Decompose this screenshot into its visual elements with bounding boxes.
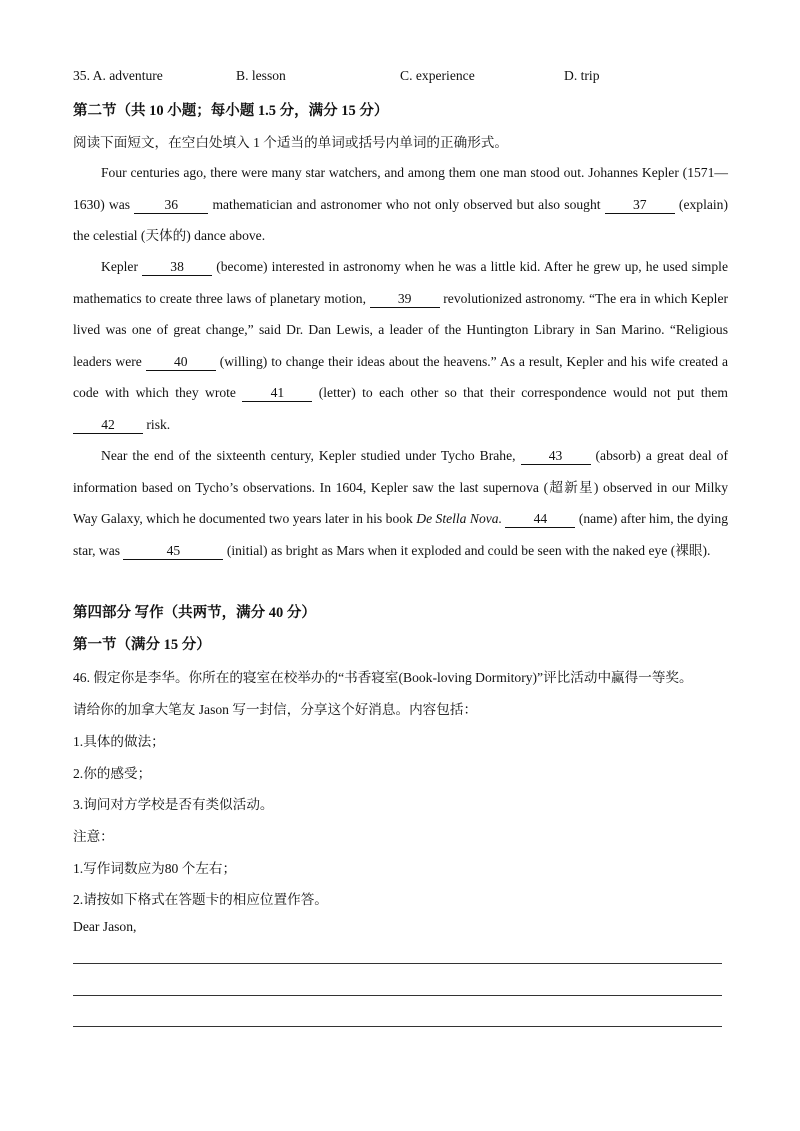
answer-line[interactable]	[73, 963, 722, 964]
blank-36[interactable]: 36	[134, 196, 208, 214]
question-46-prompt-line-1: 46. 假定你是李华。你所在的寝室在校举办的“书香寝室(Book-loving Dormitory)”评比活动中赢得一等奖。	[73, 670, 693, 685]
book-title: De Stella Nova.	[416, 511, 502, 526]
passage-paragraph-3: Near the end of the sixteenth century, Kepler studied under Tycho Brahe, 43 (absorb) a great deal of information based on Tycho’s observations. In 1604, Kepler saw the last supernova (超新星) observed in our Milky Way Galaxy, which he documented two years later in his book De Stella Nova. 44 (name) after him, the dying star, was 45 (initial) as bright as Mars when it exploded and could be seen with the naked eye (裸眼).	[73, 448, 728, 558]
requirement-item: 2.你的感受；	[73, 766, 152, 781]
answer-line[interactable]	[73, 1026, 722, 1027]
option-c: C. experience	[400, 68, 475, 83]
question-35-options	[73, 68, 733, 88]
blank-41[interactable]: 41	[242, 384, 312, 402]
requirement-item: 3.询问对方学校是否有类似活动。	[73, 797, 274, 812]
part-4-section-1-title: 第一节（满分 15 分）	[73, 637, 211, 653]
note-label: 注意：	[73, 829, 114, 844]
answer-line[interactable]	[73, 995, 722, 996]
blank-40[interactable]: 40	[146, 353, 216, 371]
blank-45[interactable]: 45	[123, 542, 223, 560]
option-d: D. trip	[564, 68, 600, 83]
option-a: 35. A. adventure	[73, 68, 163, 83]
section-2-instruction: 阅读下面短文，在空白处填入 1 个适当的单词或括号内单词的正确形式。	[73, 135, 508, 150]
requirement-item: 1.具体的做法；	[73, 734, 165, 749]
question-46-prompt-line-2: 请给你的加拿大笔友 Jason 写一封信，分享这个好消息。内容包括：	[73, 702, 478, 717]
blank-44[interactable]: 44	[505, 510, 575, 528]
note-item: 1.写作词数应为80 个左右；	[73, 861, 237, 876]
section-2-title: 第二节（共 10 小题；每小题 1.5 分，满分 15 分）	[73, 103, 389, 119]
blank-42[interactable]: 42	[73, 416, 143, 434]
blank-39[interactable]: 39	[370, 290, 440, 308]
option-b: B. lesson	[236, 68, 286, 83]
blank-38[interactable]: 38	[142, 258, 212, 276]
blank-37[interactable]: 37	[605, 196, 675, 214]
note-item: 2.请按如下格式在答题卡的相应位置作答。	[73, 892, 328, 907]
part-4-title: 第四部分 写作（共两节，满分 40 分）	[73, 605, 316, 621]
passage-paragraph-2: Kepler 38 (become) interested in astronomy when he was a little kid. After he grew up, he used simple mathematics to create three laws of planetary motion, 39 revolutionized astronomy. “The era in which Kepler lived was one of great change,” said Dr. Dan Lewis, a leader of the Huntington Library in San Marino. “Religious leaders were 40 (willing) to change their ideas about the heavens.” As a result, Kepler and his wife created a code with which they wrote 41 (letter) to each other so that their correspondence would not put them 42 risk.	[73, 259, 729, 432]
letter-salutation: Dear Jason,	[73, 919, 137, 934]
passage-paragraph-1: Four centuries ago, there were many star watchers, and among them one man stood out. Johannes Kepler (1571—1630) was 36 mathematician and astronomer who not only observed but also sought 37 (explain) the celestial (天体的) dance above.	[73, 165, 728, 243]
blank-43[interactable]: 43	[521, 447, 591, 465]
